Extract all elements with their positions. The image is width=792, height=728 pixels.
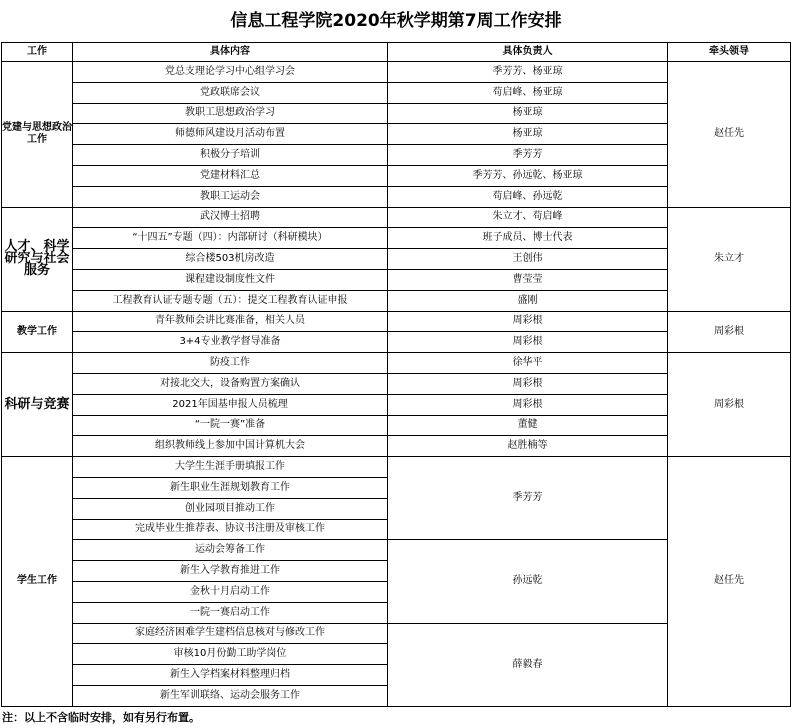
leader-research-competition: 周彩根 (668, 353, 791, 457)
table-row (2, 353, 791, 374)
task-content: 新生入学教育推进工作 (73, 561, 388, 582)
task-content: 党总支理论学习中心组学习会 (73, 62, 388, 83)
task-content: 金秋十月启动工作 (73, 581, 388, 602)
task-responsible: 周彩根 (388, 332, 668, 353)
task-content: 新生职业生涯规划教育工作 (73, 477, 388, 498)
category-research-competition: 科研与竞赛 (2, 353, 73, 457)
table-row (2, 457, 791, 478)
task-responsible: 董健 (388, 415, 668, 436)
task-responsible: 季芳芳、孙远乾、杨亚琼 (388, 165, 668, 186)
task-responsible: 苟启峰、杨亚琼 (388, 82, 668, 103)
category-party-building: 党建与思想政治工作 (2, 62, 73, 208)
task-responsible: 周彩根 (388, 373, 668, 394)
footer-note: 注：以上不含临时安排，如有另行布置。 (2, 711, 200, 724)
task-content: 创业园项目推动工作 (73, 498, 388, 519)
category-student-work: 学生工作 (2, 457, 73, 707)
leader-student-work: 赵任先 (668, 457, 791, 707)
task-content: “十四五”专题（四）：内部研讨（科研模块） (73, 228, 388, 249)
task-responsible: 杨亚琼 (388, 103, 668, 124)
task-content: 运动会筹备工作 (73, 540, 388, 561)
task-responsible: 朱立才、苟启峰 (388, 207, 668, 228)
task-content: 教职工思想政治学习 (73, 103, 388, 124)
task-content: 教职工运动会 (73, 186, 388, 207)
leader-teaching: 周彩根 (668, 311, 791, 353)
task-responsible: 季芳芳 (388, 457, 668, 540)
task-content: 审核10月份勤工助学岗位 (73, 644, 388, 665)
task-responsible: 徐华平 (388, 353, 668, 374)
task-responsible: 杨亚琼 (388, 124, 668, 145)
task-content: 大学生生涯手册填报工作 (73, 457, 388, 478)
task-content: 新生入学档案材料整理归档 (73, 665, 388, 686)
task-responsible: 周彩根 (388, 394, 668, 415)
task-responsible: 赵胜楠等 (388, 436, 668, 457)
task-responsible: 曹莹莹 (388, 269, 668, 290)
task-content: 党政联席会议 (73, 82, 388, 103)
task-content: 积极分子培训 (73, 145, 388, 166)
task-content: 青年教师会讲比赛准备，相关人员 (73, 311, 388, 332)
task-content: 工程教育认证专题专题（五）：提交工程教育认证申报 (73, 290, 388, 311)
header-leader: 牵头领导 (668, 43, 791, 62)
task-responsible: 王创伟 (388, 249, 668, 270)
header-row (2, 43, 791, 62)
task-content: 新生军训联络、运动会服务工作 (73, 685, 388, 706)
task-content: 家庭经济困难学生建档信息核对与修改工作 (73, 623, 388, 644)
category-teaching: 教学工作 (2, 311, 73, 353)
task-responsible: 班子成员、博士代表 (388, 228, 668, 249)
leader-party-building: 赵任先 (668, 62, 791, 208)
task-content: 一院一赛启动工作 (73, 602, 388, 623)
table-row (2, 62, 791, 83)
leader-talent-research: 朱立才 (668, 207, 791, 311)
task-content: 3+4专业教学督导准备 (73, 332, 388, 353)
header-content: 具体内容 (73, 43, 388, 62)
table-row (2, 207, 791, 228)
task-content: 2021年国基申报人员梳理 (73, 394, 388, 415)
task-content: 师德师风建设月活动布置 (73, 124, 388, 145)
task-responsible: 季芳芳、杨亚琼 (388, 62, 668, 83)
task-responsible: 苟启峰、孙远乾 (388, 186, 668, 207)
task-content: “一院一赛”准备 (73, 415, 388, 436)
schedule-table (1, 42, 791, 707)
task-content: 防疫工作 (73, 353, 388, 374)
task-content: 综合楼503机房改造 (73, 249, 388, 270)
page-title: 信息工程学院2020年秋学期第7周工作安排 (230, 11, 562, 31)
task-responsible: 孙远乾 (388, 540, 668, 623)
task-responsible: 季芳芳 (388, 145, 668, 166)
task-content: 完成毕业生推荐表、协议书注册及审核工作 (73, 519, 388, 540)
header-responsible: 具体负责人 (388, 43, 668, 62)
category-talent-research: 人才、科学研究与社会服务 (2, 207, 73, 311)
task-content: 课程建设制度性文件 (73, 269, 388, 290)
task-content: 对接北交大，设备购置方案确认 (73, 373, 388, 394)
task-content: 武汉博士招聘 (73, 207, 388, 228)
task-content: 党建材料汇总 (73, 165, 388, 186)
task-responsible: 薛毅春 (388, 623, 668, 706)
table-row (2, 311, 791, 332)
task-responsible: 周彩根 (388, 311, 668, 332)
task-content: 组织教师线上参加中国计算机大会 (73, 436, 388, 457)
task-responsible: 盛刚 (388, 290, 668, 311)
header-category: 工作 (2, 43, 73, 62)
